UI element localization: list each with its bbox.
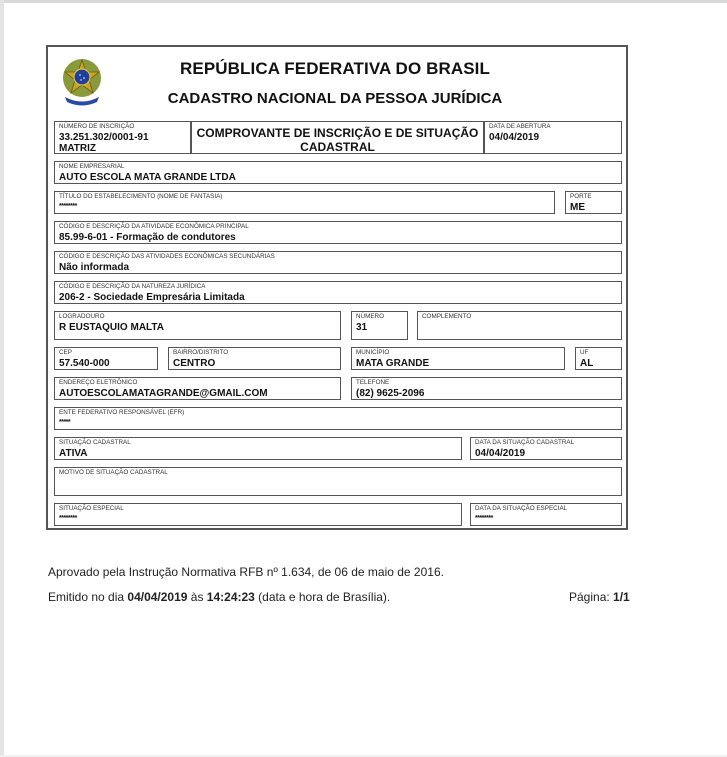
- atividade-principal-field: [54, 221, 622, 244]
- uf-field: [575, 347, 622, 370]
- field-value: ********: [475, 515, 493, 522]
- field-label: MOTIVO DE SITUAÇÃO CADASTRAL: [59, 469, 168, 476]
- situacao-cadastral-field: [54, 437, 462, 460]
- field-label: DATA DA SITUAÇÃO ESPECIAL: [475, 505, 568, 512]
- field-label: SITUAÇÃO CADASTRAL: [59, 439, 131, 446]
- status-value: ATIVA: [59, 448, 88, 459]
- data-situacao-cadastral-field: [470, 437, 622, 460]
- field-label: UF: [580, 349, 589, 356]
- field-value: MATA GRANDE: [356, 358, 430, 369]
- registry-title: CADASTRO NACIONAL DA PESSOA JURÍDICA: [167, 90, 503, 107]
- issued-date: 04/04/2019: [127, 590, 188, 604]
- atividades-secundarias-field: [54, 251, 622, 274]
- cep-field: [54, 347, 158, 370]
- field-value: AUTO ESCOLA MATA GRANDE LTDA: [59, 172, 236, 183]
- field-value: 31: [356, 322, 368, 333]
- field-value: ********: [59, 515, 77, 522]
- field-label: NOME EMPRESARIAL: [59, 163, 125, 170]
- field-label: TELEFONE: [356, 379, 390, 386]
- data-abertura-field: [484, 121, 622, 154]
- field-value-secondary: MATRIZ: [59, 143, 97, 154]
- municipio-field: [351, 347, 565, 370]
- field-label: TÍTULO DO ESTABELECIMENTO (NOME DE FANTASIA): [59, 193, 223, 200]
- efr-field: [54, 407, 622, 430]
- field-label: DATA DE ABERTURA: [489, 123, 551, 130]
- page-label: Página:: [569, 590, 614, 604]
- issued-mid: às: [187, 590, 207, 604]
- logradouro-field: [54, 311, 341, 340]
- numero-field: [351, 311, 408, 340]
- field-value: (82) 9625-2096: [356, 388, 425, 399]
- field-label: DATA DA SITUAÇÃO CADASTRAL: [475, 439, 575, 446]
- field-label: MUNICÍPIO: [356, 349, 390, 356]
- page-number: [569, 590, 630, 604]
- nome-fantasia-field: [54, 191, 555, 214]
- issued-prefix: Emitido no dia: [48, 590, 128, 604]
- field-label: COMPLEMENTO: [422, 313, 472, 320]
- field-label: LOGRADOURO: [59, 313, 105, 320]
- field-label: ENTE FEDERATIVO RESPONSÁVEL (EFR): [59, 409, 185, 416]
- issued-note: [48, 590, 390, 604]
- numero-inscricao-field: [54, 121, 191, 154]
- porte-field: [565, 191, 622, 214]
- field-value: ********: [59, 203, 77, 210]
- field-value: 57.540-000: [59, 358, 110, 369]
- page-value: 1/1: [613, 590, 630, 604]
- field-value: 04/04/2019: [475, 448, 526, 459]
- field-value: Não informada: [59, 262, 130, 273]
- issued-time: 14:24:23: [206, 590, 255, 604]
- field-label: ENDEREÇO ELETRÔNICO: [59, 379, 138, 386]
- field-value: ME: [570, 202, 585, 213]
- field-label: SITUAÇÃO ESPECIAL: [59, 505, 124, 512]
- field-label: NÚMERO: [356, 313, 384, 320]
- field-label: PORTE: [570, 193, 592, 200]
- document-title: COMPROVANTE DE INSCRIÇÃO E DE SITUAÇÃO CADASTRAL: [196, 126, 479, 154]
- field-label: CÓDIGO E DESCRIÇÃO DA NATUREZA JURÍDICA: [59, 283, 206, 290]
- data-situacao-especial-field: [470, 503, 622, 526]
- field-value: 206-2 - Sociedade Empresária Limitada: [59, 292, 245, 303]
- field-label: CÓDIGO E DESCRIÇÃO DAS ATIVIDADES ECONÔMICAS SECUNDÁRIAS: [59, 253, 275, 260]
- field-value: AUTOESCOLAMATAGRANDE@GMAIL.COM: [59, 388, 268, 399]
- country-title: REPÚBLICA FEDERATIVA DO BRASIL: [180, 59, 490, 78]
- document-title-box: [191, 121, 484, 154]
- page-edge: [0, 0, 727, 3]
- field-value: R EUSTAQUIO MALTA: [59, 322, 164, 333]
- field-label: BAIRRO/DISTRITO: [173, 349, 229, 356]
- field-value: 33.251.302/0001-91: [59, 132, 149, 143]
- field-label: NÚMERO DE INSCRIÇÃO: [59, 123, 135, 130]
- field-value: *****: [59, 419, 71, 426]
- situacao-especial-field: [54, 503, 462, 526]
- approval-note: Aprovado pela Instrução Normativa RFB nº 1.634, de 06 de maio de 2016.: [48, 565, 444, 579]
- field-value: CENTRO: [173, 358, 216, 369]
- issued-suffix: (data e hora de Brasília).: [254, 590, 391, 604]
- brazil-coat-of-arms-icon: [59, 56, 105, 108]
- field-value: AL: [580, 358, 594, 369]
- email-field: [54, 377, 341, 400]
- field-value: 04/04/2019: [489, 132, 540, 143]
- bairro-field: [168, 347, 341, 370]
- field-value: 85.99-6-01 - Formação de condutores: [59, 232, 236, 243]
- motivo-situacao-field: [54, 467, 622, 496]
- telefone-field: [351, 377, 622, 400]
- nome-empresarial-field: [54, 161, 622, 184]
- page-edge: [0, 0, 4, 757]
- complemento-field: [417, 311, 622, 340]
- field-label: CEP: [59, 349, 72, 356]
- natureza-juridica-field: [54, 281, 622, 304]
- field-label: CÓDIGO E DESCRIÇÃO DA ATIVIDADE ECONÔMICA PRINCIPAL: [59, 223, 249, 230]
